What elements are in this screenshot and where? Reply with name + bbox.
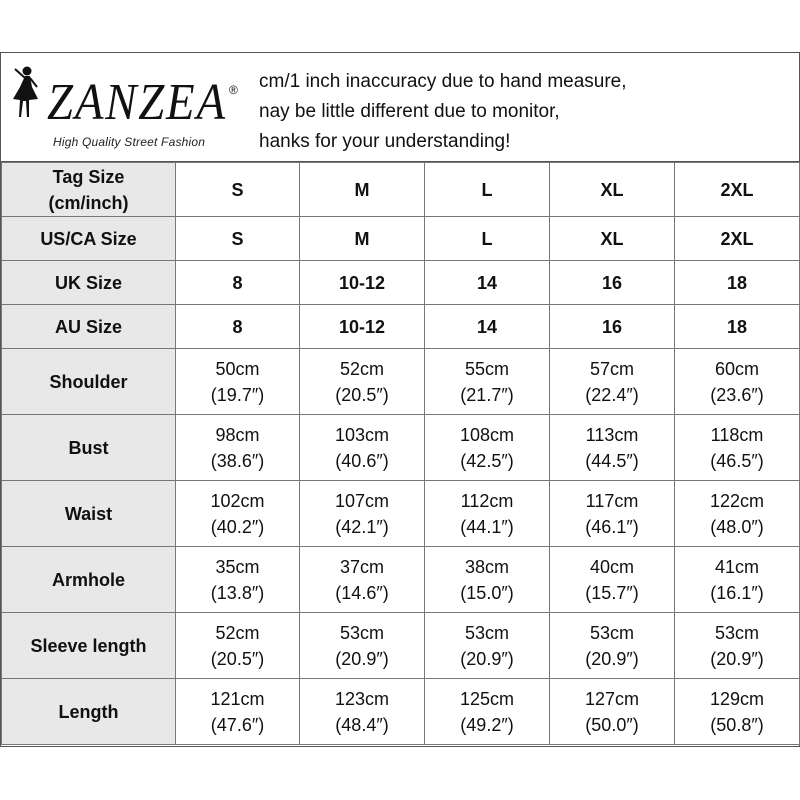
table-cell <box>176 415 300 481</box>
table-row <box>2 349 800 415</box>
table-cell <box>176 613 300 679</box>
row-label: UK Size <box>2 261 176 305</box>
cell-value: 10-12 <box>338 316 386 337</box>
cell-value: (47.6″) <box>210 714 265 735</box>
table-cell <box>176 349 300 415</box>
table-cell <box>300 613 425 679</box>
cell-value: 40cm <box>589 556 634 577</box>
cell-value: (21.7″) <box>460 384 514 405</box>
cell-value: (42.1″) <box>335 516 389 537</box>
cell-value: (20.5″) <box>335 384 389 405</box>
cell-value: (13.8″) <box>210 582 265 603</box>
row-label: Length <box>2 679 176 745</box>
size-header: XL <box>550 163 675 217</box>
header-label-line: (cm/inch) <box>48 192 129 213</box>
cell-value: 121cm <box>210 688 265 709</box>
table-cell <box>300 305 425 349</box>
table-cell <box>425 547 550 613</box>
size-chart <box>0 52 800 747</box>
cell-value: (50.8″) <box>710 714 764 735</box>
brand-logo <box>7 63 247 153</box>
cell-value: 123cm <box>334 688 390 709</box>
table-cell <box>425 415 550 481</box>
cell-value: 107cm <box>334 490 390 511</box>
cell-value: 112cm <box>460 490 514 511</box>
cell-value: 55cm <box>464 358 509 379</box>
cell-value: (19.7″) <box>210 384 265 405</box>
table-cell <box>176 481 300 547</box>
cell-value: 8 <box>232 272 243 293</box>
table-cell <box>550 613 675 679</box>
registered-mark: ® <box>229 83 238 97</box>
cell-value: 57cm <box>589 358 634 379</box>
cell-value: 35cm <box>215 556 260 577</box>
table-cell <box>300 217 425 261</box>
table-cell <box>675 349 800 415</box>
cell-value: 18 <box>726 316 748 337</box>
table-cell <box>300 679 425 745</box>
cell-value: 127cm <box>584 688 640 709</box>
row-label: Waist <box>2 481 176 547</box>
cell-value: (49.2″) <box>460 714 514 735</box>
cell-value: M <box>354 228 370 249</box>
table-cell <box>425 261 550 305</box>
cell-value: XL <box>600 228 624 249</box>
table-cell <box>425 679 550 745</box>
size-header: 2XL <box>675 163 800 217</box>
row-label: Sleeve length <box>2 613 176 679</box>
cell-value: 10-12 <box>338 272 386 293</box>
cell-value: (50.0″) <box>585 714 639 735</box>
cell-value: 103cm <box>334 424 390 445</box>
woman-silhouette-icon <box>7 65 43 125</box>
cell-value: 14 <box>476 272 498 293</box>
cell-value: 50cm <box>215 358 260 379</box>
cell-value: 52cm <box>215 622 260 643</box>
cell-value: (44.1″) <box>460 516 514 537</box>
table-row <box>2 415 800 481</box>
note-line: cm/1 inch inaccuracy due to hand measure, <box>259 71 627 92</box>
table-cell <box>425 481 550 547</box>
row-label: Bust <box>2 415 176 481</box>
cell-value: 53cm <box>714 622 759 643</box>
cell-value: (20.9″) <box>460 648 514 669</box>
cell-value: 8 <box>232 316 243 337</box>
size-header: M <box>300 163 425 217</box>
cell-value: (42.5″) <box>460 450 514 471</box>
cell-value: 52cm <box>339 358 384 379</box>
cell-value: (20.9″) <box>585 648 639 669</box>
table-header-row <box>2 163 800 217</box>
row-label: Armhole <box>2 547 176 613</box>
cell-value: 125cm <box>459 688 515 709</box>
table-cell <box>425 217 550 261</box>
cell-value: 14 <box>476 316 498 337</box>
note-line: hanks for your understanding! <box>259 131 511 152</box>
cell-value: (20.9″) <box>335 648 389 669</box>
row-label: US/CA Size <box>2 217 176 261</box>
cell-value: L <box>481 228 493 249</box>
table-cell <box>176 547 300 613</box>
table-cell <box>300 415 425 481</box>
cell-value: (22.4″) <box>585 384 639 405</box>
header-label-line: Tag Size <box>52 166 125 187</box>
table-cell <box>300 481 425 547</box>
cell-value: 37cm <box>339 556 384 577</box>
cell-value: 102cm <box>210 490 265 511</box>
cell-value: 108cm <box>459 424 515 445</box>
cell-value: 16 <box>601 272 623 293</box>
cell-value: (40.2″) <box>210 516 265 537</box>
table-cell <box>675 547 800 613</box>
cell-value: 53cm <box>589 622 634 643</box>
table-cell <box>425 613 550 679</box>
cell-value: 118cm <box>710 424 764 445</box>
table-cell <box>675 481 800 547</box>
cell-value: (46.1″) <box>585 516 639 537</box>
table-cell <box>675 217 800 261</box>
cell-value: (46.5″) <box>710 450 764 471</box>
table-cell <box>675 415 800 481</box>
table-cell <box>550 481 675 547</box>
size-header: L <box>425 163 550 217</box>
cell-value: (15.0″) <box>460 582 514 603</box>
cell-value: 41cm <box>714 556 759 577</box>
table-cell <box>675 613 800 679</box>
cell-value: 117cm <box>585 490 639 511</box>
row-label: Shoulder <box>2 349 176 415</box>
cell-value: 113cm <box>585 424 639 445</box>
table-cell <box>176 261 300 305</box>
table-cell <box>550 261 675 305</box>
table-cell <box>300 261 425 305</box>
cell-value: (48.4″) <box>335 714 389 735</box>
table-cell <box>550 415 675 481</box>
table-cell <box>176 679 300 745</box>
cell-value: 122cm <box>709 490 765 511</box>
cell-value: 2XL <box>720 228 754 249</box>
cell-value: 53cm <box>339 622 384 643</box>
cell-value: (40.6″) <box>335 450 389 471</box>
table-row <box>2 481 800 547</box>
table-cell <box>675 305 800 349</box>
table-cell <box>176 305 300 349</box>
table-row <box>2 547 800 613</box>
measurement-notes <box>259 67 627 157</box>
table-cell <box>176 217 300 261</box>
cell-value: 98cm <box>215 424 260 445</box>
table-row <box>2 305 800 349</box>
table-cell <box>675 261 800 305</box>
cell-value: 38cm <box>464 556 509 577</box>
table-cell <box>550 349 675 415</box>
cell-value: 18 <box>726 272 748 293</box>
table-row <box>2 261 800 305</box>
table-cell <box>425 305 550 349</box>
cell-value: (20.5″) <box>210 648 265 669</box>
table-row <box>2 679 800 745</box>
chart-header <box>1 53 799 162</box>
cell-value: (14.6″) <box>335 582 389 603</box>
cell-value: 16 <box>601 316 623 337</box>
cell-value: (16.1″) <box>710 582 764 603</box>
table-cell <box>675 679 800 745</box>
size-header: S <box>176 163 300 217</box>
table-cell <box>300 547 425 613</box>
size-table <box>1 162 800 745</box>
cell-value: 60cm <box>714 358 759 379</box>
row-label: AU Size <box>2 305 176 349</box>
cell-value: S <box>231 228 244 249</box>
tag-size-header <box>2 163 176 217</box>
cell-value: 53cm <box>464 622 509 643</box>
brand-name: ZANZEA <box>47 74 227 131</box>
note-line: nay be little different due to monitor, <box>259 101 560 122</box>
cell-value: (20.9″) <box>710 648 764 669</box>
cell-value: (23.6″) <box>710 384 764 405</box>
cell-value: (15.7″) <box>585 582 639 603</box>
table-row <box>2 217 800 261</box>
table-cell <box>550 547 675 613</box>
table-cell <box>550 679 675 745</box>
table-row <box>2 613 800 679</box>
table-cell <box>550 305 675 349</box>
cell-value: 129cm <box>709 688 765 709</box>
cell-value: (44.5″) <box>585 450 639 471</box>
brand-tagline: High Quality Street Fashion <box>53 135 206 149</box>
cell-value: (48.0″) <box>710 516 764 537</box>
cell-value: (38.6″) <box>210 450 265 471</box>
table-cell <box>425 349 550 415</box>
table-cell <box>550 217 675 261</box>
table-cell <box>300 349 425 415</box>
